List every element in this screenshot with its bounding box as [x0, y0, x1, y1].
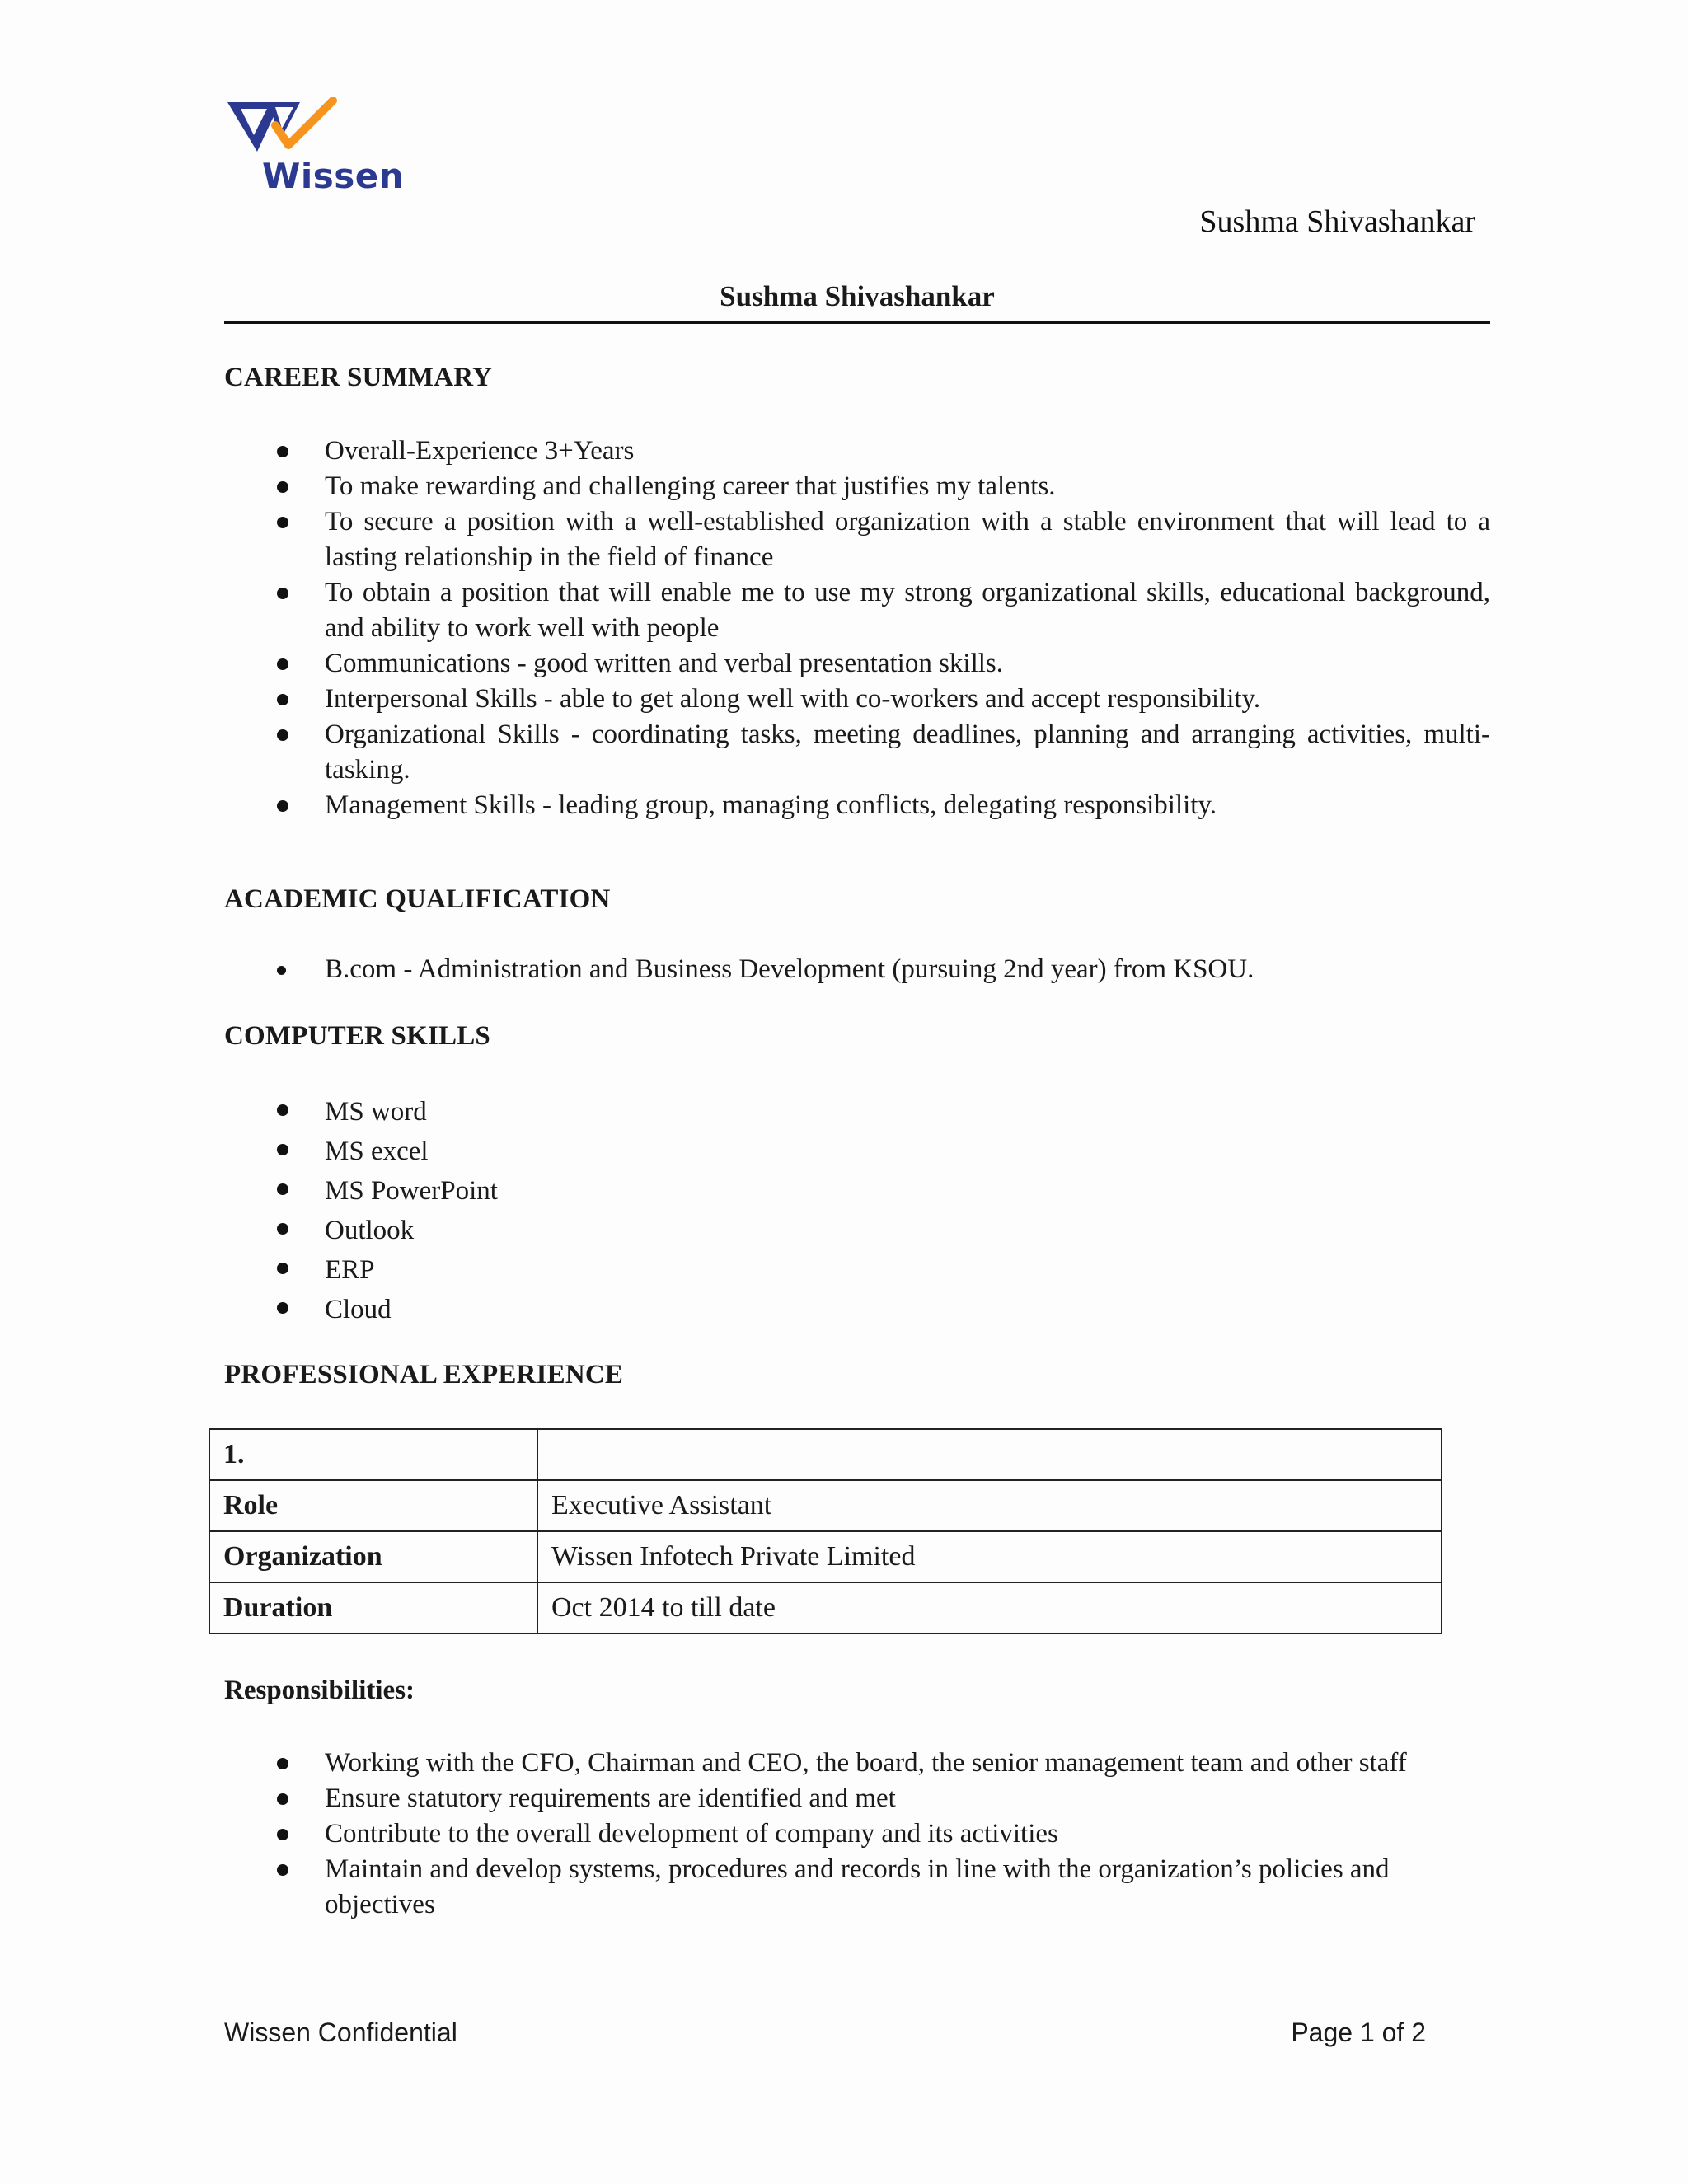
list-item: Overall-Experience 3+Years: [224, 434, 1490, 469]
header-name: Sushma Shivashankar: [1199, 204, 1475, 239]
list-item: Management Skills - leading group, managing conflicts, delegating responsibility.: [224, 788, 1490, 823]
table-row: [209, 1582, 1442, 1633]
footer-page-number: Page 1 of 2: [1291, 2018, 1426, 2047]
document-title: Sushma Shivashankar: [720, 280, 995, 312]
wissen-logo-mark-icon: [221, 97, 386, 163]
list-item: Maintain and develop systems, procedures and records in line with the organization’s policies and objectives: [224, 1852, 1477, 1923]
career-summary-heading: CAREER SUMMARY: [224, 363, 493, 392]
career-summary-list: [224, 434, 1490, 823]
table-row: [209, 1429, 1442, 1480]
list-item: ERP: [224, 1250, 1490, 1290]
list-item: MS word: [224, 1092, 1490, 1132]
list-item: Contribute to the overall development of company and its activities: [224, 1816, 1477, 1852]
table-cell-value: Oct 2014 to till date: [537, 1582, 1442, 1633]
table-cell-key: Duration: [209, 1582, 537, 1633]
computer-skills-heading: COMPUTER SKILLS: [224, 1021, 490, 1051]
list-item: Ensure statutory requirements are identified and met: [224, 1781, 1477, 1816]
list-item: Communications - good written and verbal presentation skills.: [224, 646, 1490, 682]
list-item: Outlook: [224, 1211, 1490, 1250]
footer-confidential: Wissen Confidential: [224, 2018, 457, 2047]
list-item: To obtain a position that will enable me to use my strong organizational skills, educational background, and ability to work well with people: [224, 575, 1490, 646]
table-row: [209, 1531, 1442, 1582]
table-cell-key: Organization: [209, 1531, 537, 1582]
list-item: B.com - Administration and Business Development (pursuing 2nd year) from KSOU.: [224, 952, 1490, 987]
list-item: To make rewarding and challenging career that justifies my talents.: [224, 469, 1490, 504]
title-divider: [224, 321, 1490, 324]
responsibilities-list: [224, 1746, 1477, 1923]
table-row: [209, 1480, 1442, 1531]
logo-text: Wissen: [262, 156, 405, 196]
table-cell-value: Wissen Infotech Private Limited: [537, 1531, 1442, 1582]
table-cell-key: 1.: [209, 1429, 537, 1480]
academic-list: [224, 952, 1490, 987]
list-item: Interpersonal Skills - able to get along well with co-workers and accept responsibility.: [224, 682, 1490, 717]
list-item: Cloud: [224, 1290, 1490, 1329]
list-item: MS excel: [224, 1132, 1490, 1171]
table-cell-value: [537, 1429, 1442, 1480]
experience-heading: PROFESSIONAL EXPERIENCE: [224, 1360, 624, 1390]
table-cell-value: Executive Assistant: [537, 1480, 1442, 1531]
list-item: To secure a position with a well-established organization with a stable environment that will lead to a lasting relationship in the field of finance: [224, 504, 1490, 575]
table-cell-key: Role: [209, 1480, 537, 1531]
list-item: Working with the CFO, Chairman and CEO, the board, the senior management team and other staff: [224, 1746, 1477, 1781]
list-item: Organizational Skills - coordinating tasks, meeting deadlines, planning and arranging activities, multi-tasking.: [224, 717, 1490, 788]
responsibilities-heading: Responsibilities:: [224, 1675, 415, 1705]
computer-skills-list: [224, 1092, 1490, 1329]
list-item: MS PowerPoint: [224, 1171, 1490, 1211]
academic-heading: ACADEMIC QUALIFICATION: [224, 884, 611, 914]
experience-table: [209, 1428, 1442, 1634]
